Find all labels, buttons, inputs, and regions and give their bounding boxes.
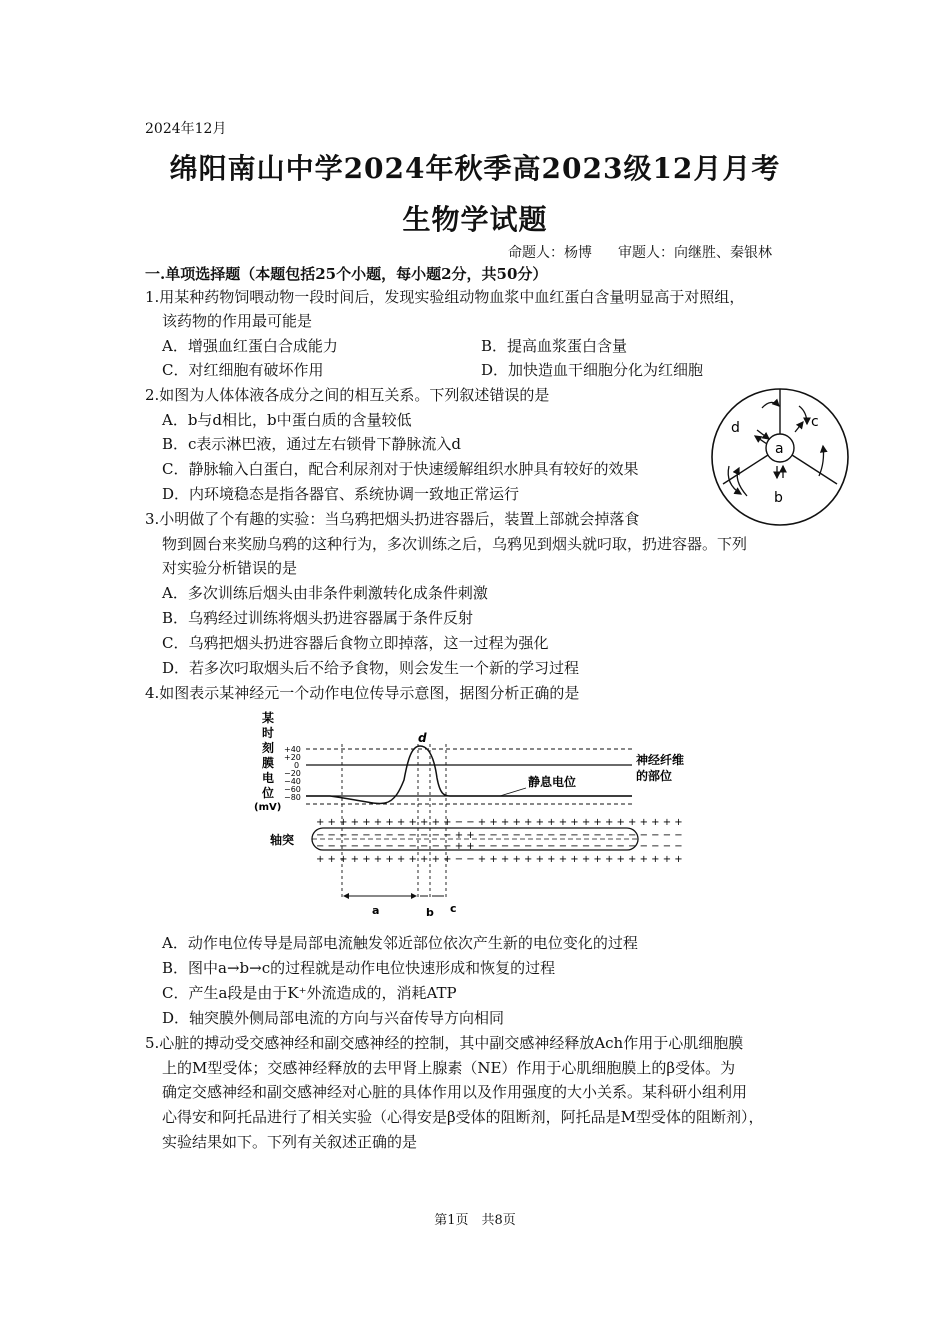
q4-option-d: D．轴突膜外侧局部电流的方向与兴奋传导方向相同 <box>162 1009 505 1027</box>
tick-0: 0 <box>294 761 300 770</box>
author: 命题人：杨博 <box>508 245 592 261</box>
fiber-site-label-2: 的部位 <box>636 769 673 783</box>
q2-option-d: D．内环境稳态是指各器官、系统协调一致地正常运行 <box>162 485 520 503</box>
exam-title: 绵阳南山中学2024年秋季高2023级12月月考 <box>169 152 781 185</box>
y-axis-char-6: 位 <box>262 786 275 800</box>
q4-option-b: B．图中a→b→c的过程就是动作电位快速形成和恢复的过程 <box>162 959 556 977</box>
y-axis-char-4: 膜 <box>262 756 275 770</box>
axon-label: 轴突 <box>270 833 295 847</box>
q3-stem-cont2: 对实验分析错误的是 <box>162 559 298 577</box>
peak-label: d <box>418 731 427 745</box>
divider-right <box>792 455 837 484</box>
q5-stem-1: 5.心脏的搏动受交感神经和副交感神经的控制，其中副交感神经释放Ach作用于心肌细胞膜 <box>145 1034 744 1052</box>
segment-a: a <box>372 904 380 917</box>
charges-outer-bottom: + + + + + + + + + + + + − − + + + + + + + + + + + + + + + + + + <box>316 854 683 865</box>
q5-stem-3: 确定交感神经和副交感神经对心脏的具体作用以及作用强度的大小关系。某科研小组利用 <box>162 1083 748 1101</box>
q1-option-b: B．提高血浆蛋白含量 <box>481 337 628 355</box>
y-axis-unit: (mV) <box>254 802 282 813</box>
tick-m40: −40 <box>284 777 301 786</box>
q1-option-c: C．对红细胞有破坏作用 <box>162 361 324 379</box>
tick-m20: −20 <box>284 769 301 778</box>
tick-p40: +40 <box>284 745 301 754</box>
label-d: d <box>731 420 740 436</box>
page-number: 第1页 共8页 <box>434 1213 516 1228</box>
tick-m60: −60 <box>284 785 301 794</box>
segment-b: b <box>426 906 434 919</box>
label-a: a <box>775 441 784 457</box>
q1-option-d: D．加快造血干细胞分化为红细胞 <box>481 361 704 379</box>
section-title: 一.单项选择题（本题包括25个小题，每小题2分，共50分） <box>145 265 548 283</box>
q3-stem: 3.小明做了个有趣的实验：当乌鸦把烟头扔进容器后，装置上部就会掉落食 <box>145 510 640 528</box>
label-b: b <box>774 490 783 506</box>
q1-stem-cont: 该药物的作用最可能是 <box>162 312 313 330</box>
body-fluid-diagram <box>707 384 853 530</box>
charges-outer-top: + + + + + + + + + + + + − − + + + + + + + + + + + + + + + + + + <box>316 817 683 828</box>
y-axis-char-1: 某 <box>262 711 275 725</box>
q5-stem-4: 心得安和阿托品进行了相关实验（心得安是β受体的阻断剂，阿托品是M型受体的阻断剂）， <box>162 1108 764 1126</box>
tick-p20: +20 <box>284 753 301 762</box>
tick-m80: −80 <box>284 793 301 802</box>
q2-option-b: B．c表示淋巴液，通过左右锁骨下静脉流入d <box>162 435 462 453</box>
q1-option-a: A．增强血红蛋白合成能力 <box>162 337 338 355</box>
q4-stem: 4.如图表示某神经元一个动作电位传导示意图，据图分析正确的是 <box>145 684 580 702</box>
potential-curve <box>306 746 632 803</box>
q3-option-b: B．乌鸦经过训练将烟头扔进容器属于条件反射 <box>162 609 474 627</box>
q2-stem: 2.如图为人体体液各成分之间的相互关系。下列叙述错误的是 <box>145 386 550 404</box>
q3-option-d: D．若多次叼取烟头后不给予食物，则会发生一个新的学习过程 <box>162 659 580 677</box>
resting-potential-label: 静息电位 <box>528 775 577 789</box>
charges-inner-top: − − − − − − − − − − − − + + − − − − − − − − − − − − − − − − − − <box>316 830 683 841</box>
fiber-site-label: 神经纤维 <box>636 753 685 767</box>
y-axis-char-5: 电 <box>262 771 275 785</box>
reviewer: 审题人：向继胜、秦银林 <box>618 245 772 261</box>
charges-inner-bottom: − − − − − − − − − − − − + + − − − − − − − − − − − − − − − − − − <box>316 841 683 852</box>
action-potential-diagram <box>250 708 730 926</box>
label-c: c <box>811 414 819 430</box>
q3-option-a: A．多次训练后烟头由非条件刺激转化成条件刺激 <box>162 584 488 602</box>
q2-option-a: A．b与d相比，b中蛋白质的含量较低 <box>162 411 412 429</box>
y-axis-char-3: 刻 <box>262 741 275 755</box>
q3-option-c: C．乌鸦把烟头扔进容器后食物立即掉落，这一过程为强化 <box>162 634 549 652</box>
q5-stem-5: 实验结果如下。下列有关叙述正确的是 <box>162 1133 418 1151</box>
exam-subject-title: 生物学试题 <box>402 203 548 236</box>
q4-option-a: A．动作电位传导是局部电流触发邻近部位依次产生新的电位变化的过程 <box>162 934 638 952</box>
q4-option-c: C．产生a段是由于K⁺外流造成的，消耗ATP <box>162 984 457 1002</box>
segment-c: c <box>450 902 457 915</box>
q2-option-c: C．静脉输入白蛋白，配合利尿剂对于快速缓解组织水肿具有较好的效果 <box>162 460 639 478</box>
y-axis-char-2: 时 <box>262 726 275 740</box>
q5-stem-2: 上的M型受体；交感神经释放的去甲肾上腺素（NE）作用于心肌细胞膜上的β受体。为 <box>162 1059 736 1077</box>
q3-stem-cont: 物到圆台来奖励乌鸦的这种行为，多次训练之后，乌鸦见到烟头就叼取，扔进容器。下列 <box>162 535 748 553</box>
q1-stem: 1.用某种药物饲喂动物一段时间后，发现实验组动物血浆中血红蛋白含量明显高于对照组， <box>145 288 745 306</box>
author-line <box>508 242 772 262</box>
exam-date: 2024年12月 <box>145 121 227 137</box>
